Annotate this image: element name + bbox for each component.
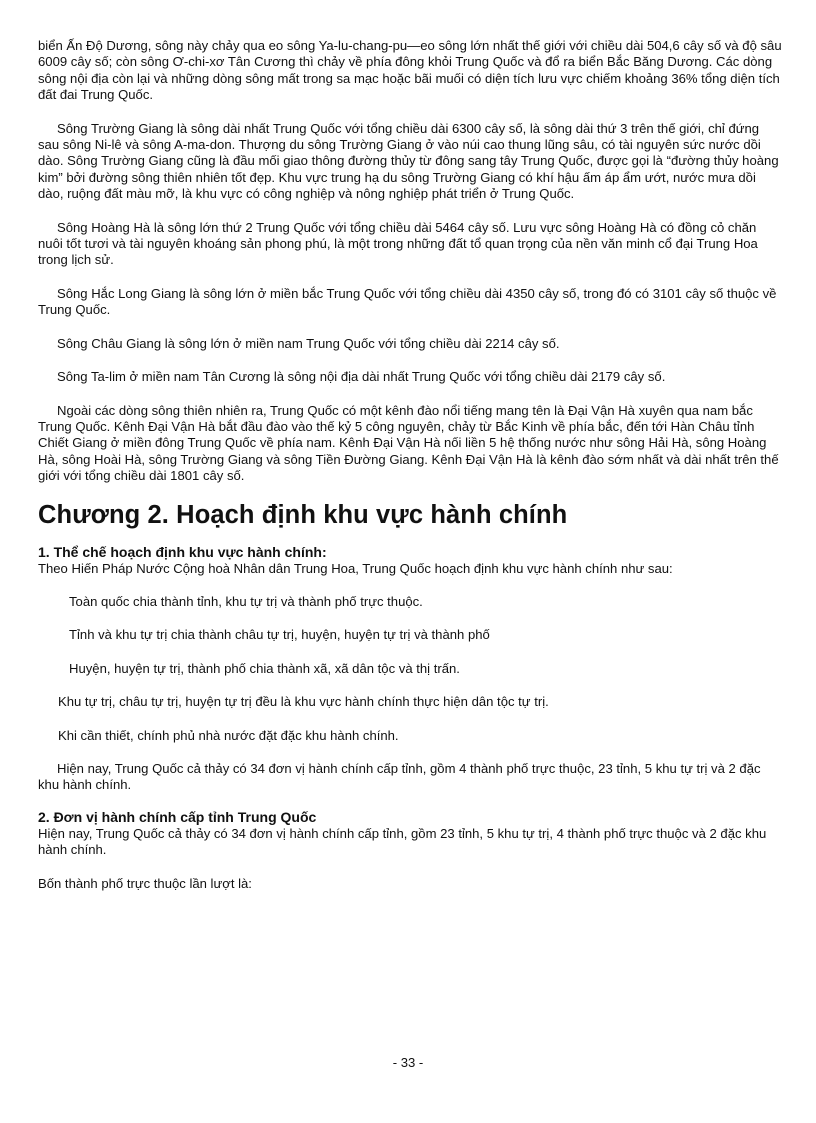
paragraph-chau-giang: Sông Châu Giang là sông lớn ở miền nam Trung Quốc với tổng chiều dài 2214 cây số. bbox=[57, 335, 560, 351]
section-1-intro: Theo Hiến Pháp Nước Cộng hoà Nhân dân Trung Hoa, Trung Quốc hoạch định khu vực hành chính như sau: bbox=[38, 560, 673, 576]
paragraph-dai-van-ha: Ngoài các dòng sông thiên nhiên ra, Trung Quốc có một kênh đào nổi tiếng mang tên là Đại Vận Hà xuyên qua nam bắc Trung Quốc. Kênh Đại Vận Hà bắt đầu đào vào thế kỷ 5 công nguyên, chảy từ Bắc Kinh về phía bắc, đến tới Hàn Châu tỉnh Chiết Giang ở miền đông Trung Quốc về phía nam. Kênh Đại Vận Hà nối liền 5 hệ thống nước như sông Hải Hà, sông Hoàng Hà, sông Hoài Hà, sông Trường Giang và sông Tiền Đường Giang. Kênh Đại Vận Hà là kênh đào sớm nhất và dài nhất trên thế giới với tổng chiều dài 1801 cây số. bbox=[38, 402, 779, 484]
paragraph-indian-ocean-rivers: biển Ấn Độ Dương, sông này chảy qua eo sông Ya-lu-chang-pu—eo sông lớn nhất thế giới với chiều dài 504,6 cây số và độ sâu 6009 cây số; còn sông Ơ-chi-xơ Tân Cương thì chảy về phía đông khỏi Trung Quốc và đổ ra biển Bắc Băng Dương. Các dòng sông nội địa còn lại và những dòng sông mất trong sa mạc hoặc bãi muối có diện tích lưu vực chiếm khoảng 36% tổng diện tích đất đai Trung Quốc. bbox=[38, 38, 782, 103]
section-2-heading: 2. Đơn vị hành chính cấp tỉnh Trung Quốc bbox=[38, 808, 317, 825]
paragraph-hac-long-giang: Sông Hắc Long Giang là sông lớn ở miền bắc Trung Quốc với tổng chiều dài 4350 cây số, trong đó có 3101 cây số thuộc về Trung Quốc. bbox=[38, 285, 777, 318]
list-item: Huyện, huyện tự trị, thành phố chia thành xã, xã dân tộc và thị trấn. bbox=[69, 660, 460, 676]
list-item: Tỉnh và khu tự trị chia thành châu tự trị, huyện, huyện tự trị và thành phố bbox=[69, 627, 490, 643]
chapter-title: Chương 2. Hoạch định khu vực hành chính bbox=[38, 500, 568, 529]
paragraph-ta-lim: Sông Ta-lim ở miền nam Tân Cương là sông nội địa dài nhất Trung Quốc với tổng chiều dài 2179 cây số. bbox=[57, 369, 666, 385]
page-number: - 33 - bbox=[392, 1055, 424, 1070]
list-item: Toàn quốc chia thành tỉnh, khu tự trị và thành phố trực thuộc. bbox=[69, 593, 423, 609]
document-page bbox=[38, 38, 783, 892]
paragraph-truong-giang: Sông Trường Giang là sông dài nhất Trung Quốc với tổng chiều dài 6300 cây số, là sông dài thứ 3 trên thế giới, chỉ đứng sau sông Ni-lê và sông A-ma-don. Thượng du sông Trường Giang ở vào núi cao thung lũng sâu, có tài nguyên sức nước dồi dào. Sông Trường Giang cũng là đầu mối giao thông đường thủy từ đông sang tây Trung Quốc, được gọi là “đường thủy hoàng kim” bởi đường sông thiên nhiên tốt đẹp. Khu vực trung hạ du sông Trường Giang có khí hậu ấm áp ẩm ướt, nước mưa dồi dào, ruộng đất màu mỡ, là khu vực có công nghiệp và nông nghiệp phát triển ở Trung Quốc. bbox=[38, 120, 779, 202]
paragraph-hoang-ha: Sông Hoàng Hà là sông lớn thứ 2 Trung Quốc với tổng chiều dài 5464 cây số. Lưu vực sông Hoàng Hà có đồng cỏ chăn nuôi tốt tươi và tài nguyên khoáng sản phong phú, là một trong những đất tổ quan trọng của nền văn minh cổ đại Trung Hoa trong lịch sử. bbox=[38, 219, 758, 268]
section-1-heading: 1. Thể chế hoạch định khu vực hành chính: bbox=[38, 543, 327, 560]
paragraph-four-cities: Bốn thành phố trực thuộc lần lượt là: bbox=[38, 875, 252, 891]
paragraph-special-zone: Khi cần thiết, chính phủ nhà nước đặt đặc khu hành chính. bbox=[58, 727, 399, 743]
section-2-intro: Hiện nay, Trung Quốc cả thảy có 34 đơn vị hành chính cấp tỉnh, gồm 23 tỉnh, 5 khu tự trị, 4 thành phố trực thuộc và 2 đặc khu hành chính. bbox=[38, 825, 767, 858]
paragraph-province-count: Hiện nay, Trung Quốc cả thảy có 34 đơn vị hành chính cấp tỉnh, gồm 4 thành phố trực thuộc, 23 tỉnh, 5 khu tự trị và 2 đặc khu hành chính. bbox=[38, 760, 761, 793]
paragraph-autonomous: Khu tự trị, châu tự trị, huyện tự trị đều là khu vực hành chính thực hiện dân tộc tự trị. bbox=[58, 694, 549, 710]
